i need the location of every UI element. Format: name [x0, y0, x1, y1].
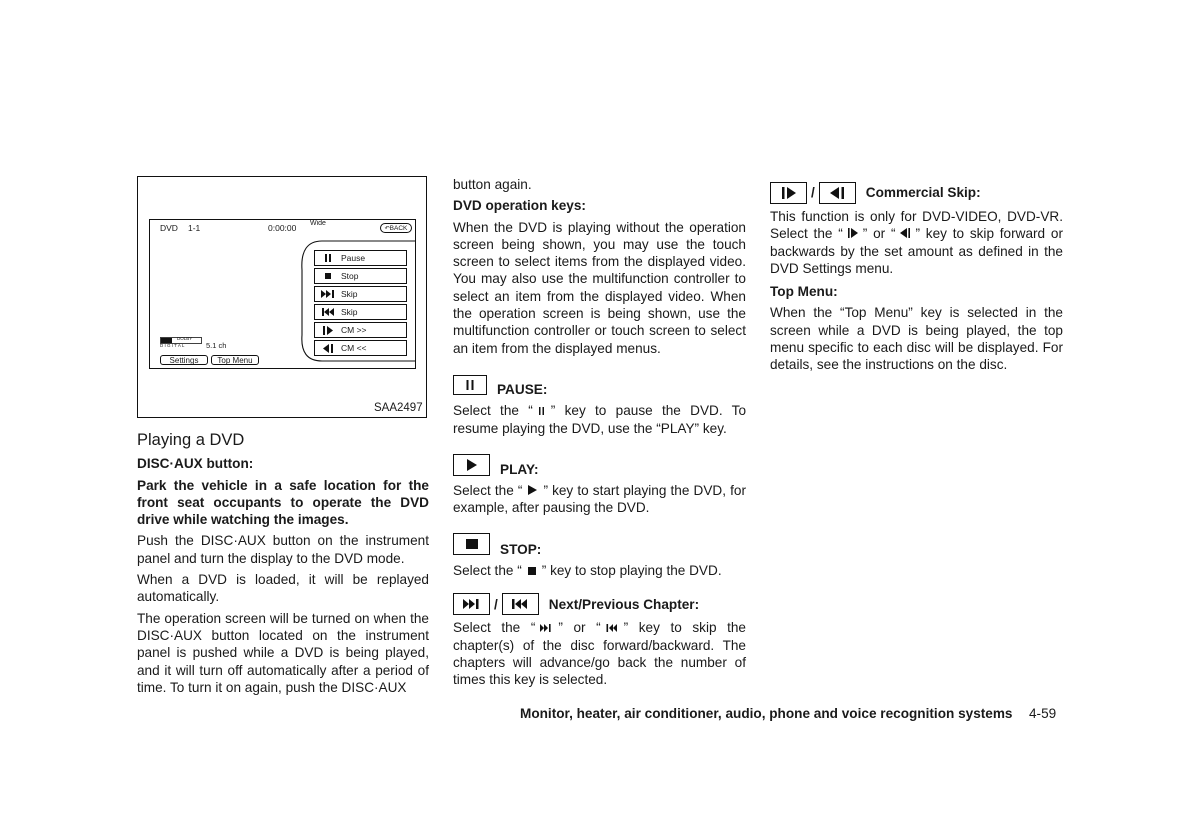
digital-text: D I G I T A L	[160, 343, 185, 348]
menu-item-stop[interactable]	[314, 268, 407, 284]
menu-item-label: Skip	[341, 289, 358, 299]
top-menu-button[interactable]: Top Menu	[211, 355, 259, 365]
page-number: 4-59	[1029, 706, 1057, 721]
commercial-title: Commercial Skip:	[865, 185, 981, 201]
inline-pause-icon	[539, 402, 545, 419]
play-title: PLAY:	[500, 461, 539, 477]
stop-icon	[315, 272, 341, 280]
stop-key-icon	[453, 533, 490, 555]
left-column	[137, 432, 429, 700]
paragraph: The operation screen will be turned on when the DISC·AUX button located on the instrument panel is pushed while a DVD is being played, and it will turn off automatically after a period of time. To turn it on again, push the DISC·AUX	[137, 610, 429, 695]
chapter-key-row	[453, 593, 746, 615]
chapter-description: Select the “ ” or “ ” key to skip the chapter(s) of the disc forward/backward. The chapters will advance/go back the number of times this key is selected.	[453, 620, 746, 688]
footer-title: Monitor, heater, air conditioner, audio, phone and voice recognition systems	[520, 706, 1013, 721]
menu-item-label: Skip	[341, 307, 358, 317]
next-chapter-key-icon	[453, 593, 490, 615]
commercial-forward-key-icon	[770, 182, 807, 204]
paragraph: When a DVD is loaded, it will be replayed automatically.	[137, 572, 429, 605]
menu-item-skip-forward[interactable]	[314, 286, 407, 302]
disc-aux-heading: DISC·AUX button:	[137, 456, 254, 472]
commercial-forward-icon	[315, 326, 341, 335]
figure-caption: SAA2497	[374, 402, 423, 414]
chapter-title: Next/Previous Chapter:	[548, 596, 700, 612]
screen-time: 0:00:00	[268, 223, 297, 233]
play-key-icon	[453, 454, 490, 476]
menu-item-cm-forward[interactable]	[314, 322, 407, 338]
dolby-text: DOLBY	[177, 336, 193, 341]
stop-key-row	[453, 531, 746, 558]
previous-chapter-key-icon	[502, 593, 539, 615]
screen-mode: Wide	[310, 220, 326, 227]
screen-source: DVD	[160, 223, 178, 233]
inline-commercial-back-icon	[900, 225, 910, 242]
menu-item-skip-back[interactable]	[314, 304, 407, 320]
inline-play-icon	[528, 482, 537, 499]
continued-text: button again.	[453, 177, 532, 192]
inline-next-chapter-icon	[540, 619, 553, 636]
inline-stop-icon	[528, 562, 536, 579]
operation-keys-intro: When the DVD is playing without the operation screen being shown, you may use the touch screen to select items from the displayed video. You may also use the multifunction controller to select an item from the displayed video. When the operation screen is being shown, use the multifunction controller or touch screen to select an item from the displayed menus.	[453, 219, 746, 356]
operation-keys-heading: DVD operation keys:	[453, 198, 586, 214]
key-separator: /	[494, 596, 498, 612]
stop-title: STOP:	[500, 541, 542, 557]
commercial-description: This function is only for DVD-VIDEO, DVD-VR. Select the “ ” or “ ” key to skip forward or backwards by the set amount as defined in the DVD Settings menu.	[770, 209, 1063, 276]
menu-item-cm-back[interactable]	[314, 340, 407, 356]
stop-description: Select the “ ” key to stop playing the DVD.	[453, 563, 722, 579]
pause-description: Select the “ ” key to pause the DVD. To resume playing the DVD, use the “PLAY” key.	[453, 403, 747, 436]
top-menu-description: When the “Top Menu” key is selected in the screen while a DVD is being played, the top menu specific to each disc will be displayed. For details, see the instructions on the disc.	[770, 305, 1063, 373]
pause-key-icon	[453, 375, 487, 395]
middle-column	[453, 176, 746, 693]
settings-button[interactable]: Settings	[160, 355, 208, 365]
right-column	[770, 182, 1063, 378]
inline-commercial-forward-icon	[848, 225, 858, 242]
menu-item-label: CM <<	[341, 343, 367, 353]
commercial-key-row	[770, 182, 1063, 204]
pause-title: PAUSE:	[497, 381, 548, 397]
pause-icon	[315, 254, 341, 262]
channel-info: 5.1 ch	[206, 341, 227, 350]
menu-item-label: Stop	[341, 271, 359, 281]
back-label: BACK	[389, 225, 408, 232]
menu-item-pause[interactable]	[314, 250, 407, 266]
inline-previous-chapter-icon	[606, 619, 619, 636]
top-menu-heading: Top Menu:	[770, 284, 838, 300]
back-arrow-icon: ↶	[384, 226, 390, 232]
back-button[interactable]	[380, 223, 412, 233]
skip-back-icon	[315, 308, 341, 316]
pause-key-row	[453, 371, 746, 398]
commercial-back-key-icon	[819, 182, 856, 204]
paragraph: Push the DISC·AUX button on the instrument panel and turn the display to the DVD mode.	[137, 533, 429, 566]
safety-warning: Park the vehicle in a safe location for the front seat occupants to operate the DVD drive while watching the images.	[137, 477, 429, 528]
section-title: Playing a DVD	[137, 431, 245, 449]
menu-item-label: CM >>	[341, 325, 367, 335]
play-key-row	[453, 451, 746, 478]
screen-track: 1-1	[188, 223, 201, 233]
dolby-digital-logo	[160, 337, 202, 349]
commercial-back-icon	[315, 344, 341, 353]
menu-item-label: Pause	[341, 253, 366, 263]
skip-forward-icon	[315, 290, 341, 298]
key-separator: /	[811, 185, 815, 201]
play-description: Select the “ ” key to start playing the DVD, for example, after pausing the DVD.	[453, 483, 746, 516]
